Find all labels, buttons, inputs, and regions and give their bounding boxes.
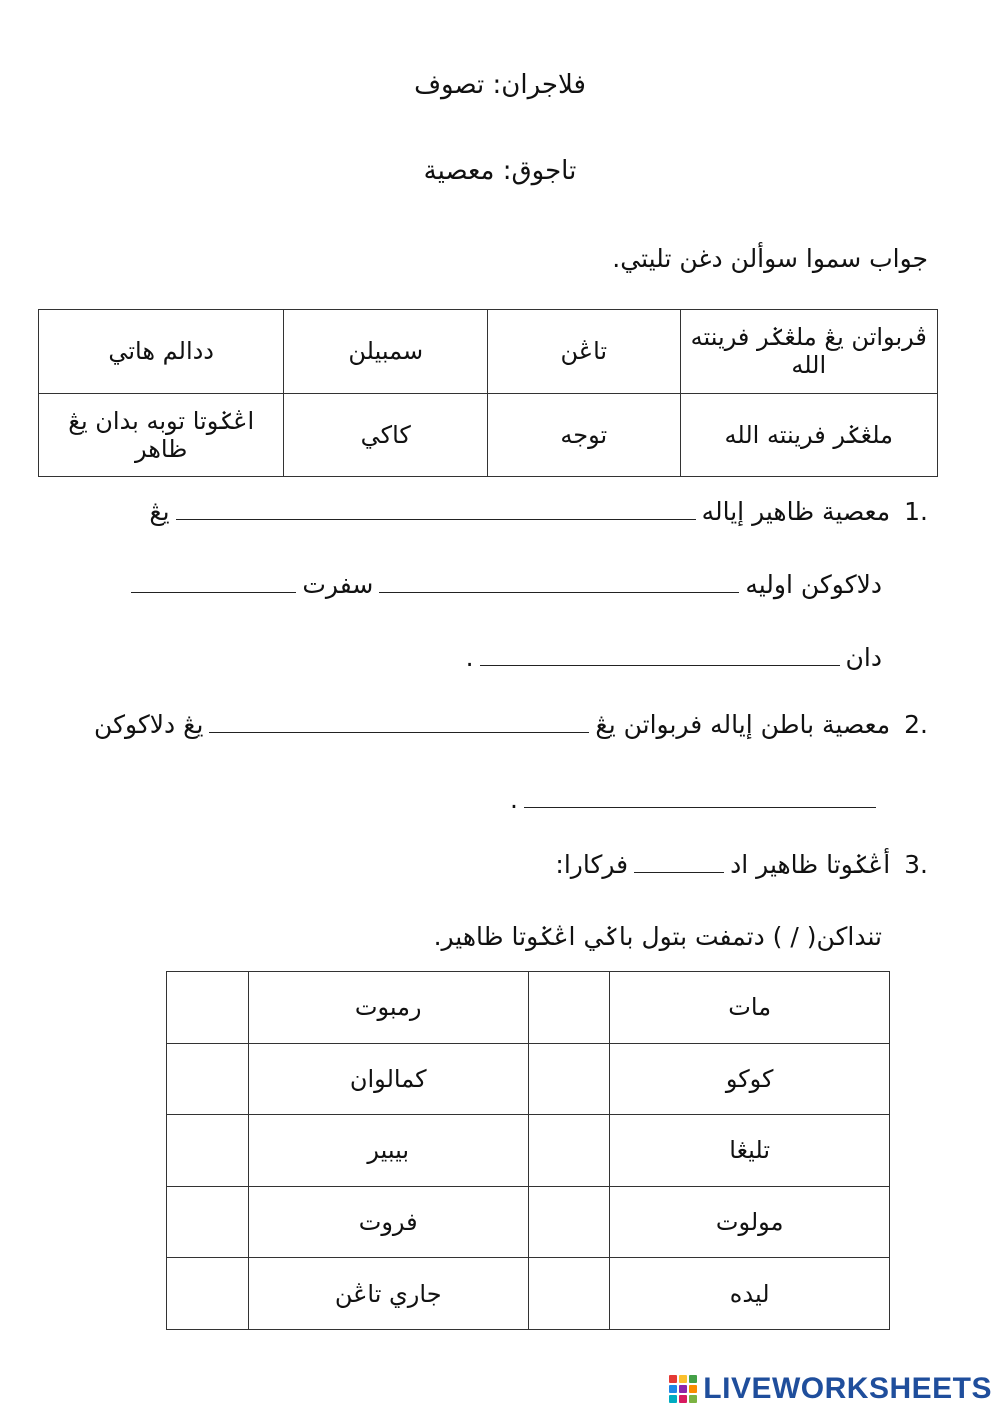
word-bank-cell: سمبيلن (284, 310, 488, 394)
answer-blank[interactable] (634, 850, 724, 873)
check-word: مولوت (610, 1186, 890, 1258)
table-row (167, 1186, 890, 1258)
question-1-line-2 (125, 570, 882, 599)
check-word: كمالوان (248, 1043, 528, 1115)
question-text: سفرت (302, 570, 374, 599)
logo-square (669, 1385, 677, 1393)
logo-square (679, 1395, 687, 1403)
question-2-line-2 (510, 785, 882, 814)
logo-square (679, 1375, 687, 1383)
answer-blank[interactable] (379, 570, 739, 593)
check-word: فروت (248, 1186, 528, 1258)
table-row (167, 972, 890, 1044)
check-word: جاري تاڠن (248, 1258, 528, 1330)
check-box[interactable] (167, 1186, 249, 1258)
question-text: يڠ دلاكوكن (94, 710, 204, 739)
word-bank-cell: ڤربواتن يڠ ملڠݢر فرينته الله (680, 310, 937, 394)
word-bank-cell: كاكي (284, 393, 488, 477)
check-word: تليڠا (610, 1115, 890, 1187)
logo-square (689, 1395, 697, 1403)
question-2-line-1 (94, 710, 928, 739)
question-text: يڠ (149, 497, 170, 526)
logo-square (679, 1385, 687, 1393)
word-bank-cell: ددالم هاتي (39, 310, 284, 394)
check-box[interactable] (528, 1115, 610, 1187)
question-text: . (465, 643, 474, 672)
word-bank-cell: اڠݢوتا توبه بدان يڠ ظاهر (39, 393, 284, 477)
check-box[interactable] (528, 972, 610, 1044)
check-box[interactable] (528, 1043, 610, 1115)
question-text: معصية ظاهير إياله (701, 497, 891, 526)
table-row (167, 1043, 890, 1115)
topic-title: تاجوق: معصية (423, 156, 577, 186)
check-box[interactable] (167, 972, 249, 1044)
answer-blank[interactable] (524, 785, 876, 808)
check-word: ليده (610, 1258, 890, 1330)
instruction-text: جواب سموا سوألن دغن تليتي. (612, 244, 928, 273)
answer-blank[interactable] (131, 570, 296, 593)
question-text: دلاكوكن اوليه (745, 570, 882, 599)
word-bank-cell: تاڠن (488, 310, 680, 394)
word-bank-table (38, 309, 938, 477)
check-word: رمبوت (248, 972, 528, 1044)
question-text: معصية باطن إياله فربواتن يڠ (595, 710, 891, 739)
word-bank-row (39, 393, 938, 477)
check-box[interactable] (528, 1258, 610, 1330)
table-row (167, 1115, 890, 1187)
question-text: أڠݢوتا ظاهير اد (730, 850, 891, 879)
question-text: دان (845, 643, 882, 672)
word-bank-cell: ملڠݢر فرينته الله (680, 393, 937, 477)
table-row (167, 1258, 890, 1330)
question-number: 2. (904, 710, 928, 739)
logo-square (669, 1375, 677, 1383)
word-bank-cell: توجه (488, 393, 680, 477)
logo-grid-icon (669, 1375, 697, 1403)
check-instruction: تنداكن( / ) دتمفت بتول باݢي اڠݢوتا ظاهير. (433, 922, 882, 951)
answer-blank[interactable] (480, 643, 840, 666)
question-number: 1. (904, 497, 928, 526)
check-box[interactable] (167, 1115, 249, 1187)
question-text: . (510, 785, 518, 814)
check-box[interactable] (167, 1043, 249, 1115)
answer-blank[interactable] (209, 710, 589, 733)
question-number: 3. (904, 850, 928, 879)
check-word: مات (610, 972, 890, 1044)
subject-title: فلاجران: تصوف (414, 70, 586, 100)
question-1-line-3 (466, 643, 882, 672)
word-bank-row (39, 310, 938, 394)
question-3-line (555, 850, 928, 879)
liveworksheets-logo[interactable] (669, 1367, 992, 1411)
question-1-line-1 (149, 497, 928, 526)
question-text: فركارا: (555, 850, 629, 879)
check-box[interactable] (167, 1258, 249, 1330)
check-word: بيبير (248, 1115, 528, 1187)
logo-text: LIVEWORKSHEETS (703, 1372, 992, 1405)
check-table (166, 971, 890, 1330)
logo-square (669, 1395, 677, 1403)
logo-square (689, 1385, 697, 1393)
check-box[interactable] (528, 1186, 610, 1258)
logo-square (689, 1375, 697, 1383)
answer-blank[interactable] (176, 497, 696, 520)
check-word: كوكو (610, 1043, 890, 1115)
